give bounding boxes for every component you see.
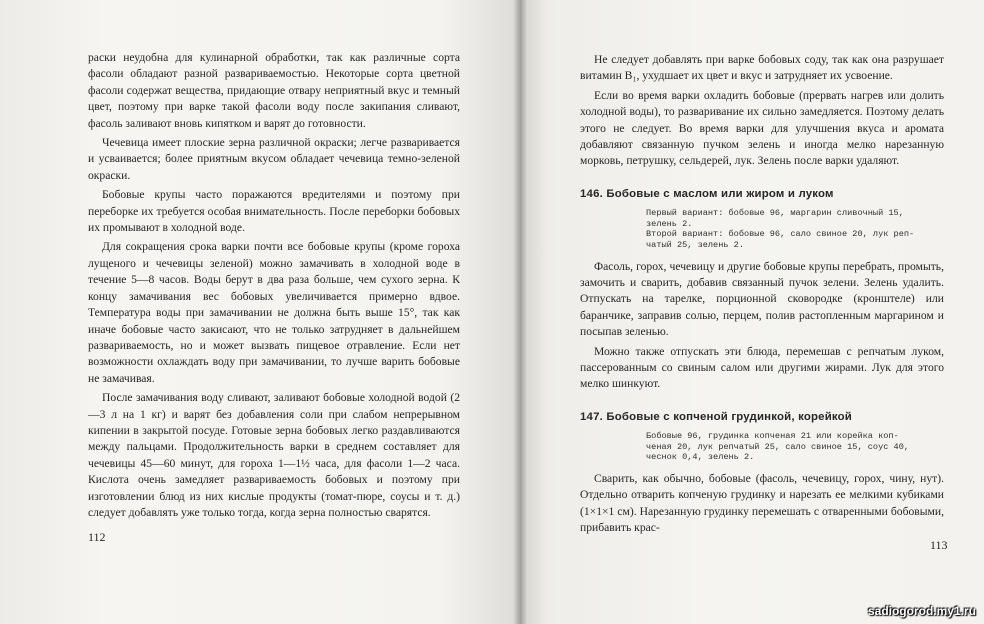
paragraph: раски неудобна для кулинарной обработки, так как различные сорта фасоли обладают разной развариваемостью. Некоторые сорта цветной фасоли содержат вещества, придающие отвару неприятный вкус и темный цвет, поэтому при варке такой фасоли воду после закипания сливают, фасоль заливают вновь кипятком и варят до готовности.	[88, 51, 460, 130]
book-gutter	[513, 0, 527, 624]
recipe-ingredients-147	[646, 431, 944, 463]
paragraph: Чечевица имеет плоские зерна различной окраски; легче разваривается и усваивается; более приятным вкусом обладает чечевица темно-зеленой окраски.	[88, 136, 460, 182]
ingredient-line: зелень 2.	[646, 218, 693, 229]
paragraph: Бобовые крупы часто поражаются вредителями и поэтому при переборке их требуется особая внимательность. После переборки бобовых их промывают в холодной воде.	[88, 188, 460, 235]
ingredient-line: Бобовые 96, грудинка копченая 21 или корейка коп-	[646, 431, 899, 442]
right-page-text	[580, 52, 944, 540]
page-number-left: 112	[88, 530, 106, 544]
ingredient-line: чатый 25, зелень 2.	[646, 240, 744, 251]
paragraph: Если во время варки охладить бобовые (прервать нагрев или долить холодной воды), то разваривание их сильно замедляется. Поэтому делать этого не следует. Во время варки для улучшения вкуса и аромата добавляют связанную пучком зелень и иногда мелко нарезанную морковь, петрушку, сельдерей, лук. Зелень после варки удаляют.	[580, 88, 944, 168]
recipe-heading-146: 146. Бобовые с маслом или жиром и луком	[580, 187, 834, 200]
paragraph: Не следует добавлять при варке бобовых соду, так как она разрушает витамин B₁, ухудшает их цвет и вкус и затрудняет их усвоение.	[580, 53, 944, 83]
page-number-right: 113	[930, 538, 948, 552]
ingredient-line: Первый вариант: бобовые 96, маргарин сливочный 15,	[646, 208, 904, 219]
recipe-ingredients-146	[646, 208, 944, 250]
paragraph: Можно также отпускать эти блюда, перемешав с репчатым луком, пассерованным со свиным салом или другими жирами. Лук для этого мелко шинкуют.	[580, 344, 944, 391]
site-watermark: sadiogorod.my1.ru	[867, 604, 976, 618]
recipe-heading-147: 147. Бобовые с копченой грудинкой, корейкой	[580, 410, 853, 423]
ingredient-line: ченая 20, лук репчатый 25, сало свиное 15, соус 40,	[646, 441, 910, 452]
left-page-text	[88, 50, 460, 524]
paragraph: Для сокращения срока варки почти все бобовые крупы (кроме гороха лущеного и чечевицы зеленой) можно замачивать в холодной воде в течение 5—8 часов. Воды берут в два раза больше, чем сухого зерна. К концу замачивания вес бобовых увеличивается примерно вдвое. Температура воды при замачивании не должна быть выше 15°, так как иначе бобовые часто закисают, что не только затрудняет в дальнейшем развариваемость, но и может вызвать пищевое отравление. Если нет возможности охлаждать воду при замачивании, то лучше варить бобовые не замачивая.	[88, 240, 460, 385]
ingredient-line: Второй вариант: бобовые 96, сало свиное 20, лук реп-	[646, 229, 915, 240]
paragraph: Сварить, как обычно, бобовые (фасоль, чечевицу, горох, чину, нут). Отдельно отварить копченую грудинку и нарезать ее мелкими кубиками (1×1×1 см). Нарезанную грудинку перемешать с отваренными бобовыми, прибавить крас-	[580, 472, 944, 535]
paragraph: После замачивания воду сливают, заливают бобовые холодной водой (2—3 л на 1 кг) и варят без добавления соли при слабом непрерывном кипении в закрытой посуде. Готовые зерна бобовых легко раздавливаются между пальцами. Продолжительность варки в среднем составляет для чечевицы 45—60 минут, для гороха 1—1½ часа, для фасоли 1—2 часа. Кислота очень замедляет развариваемость бобовых и поэтому при изготовлении блюд из них кислые продукты (томат-пюре, соусы и т. д.) следует добавлять уже только тогда, когда зерна полностью сварятся.	[88, 391, 460, 519]
ingredient-line: чеснок 0,4, зелень 2.	[646, 452, 755, 463]
paragraph: Фасоль, горох, чечевицу и другие бобовые крупы перебрать, промыть, замочить и сварить, добавив связанный пучок зелени. Зелень удалить. Отпускать на тарелке, порционной сковородке (кронштеле) или баранчике, заправив солью, перцем, полив растопленным маргарином и посыпав зеленью.	[580, 259, 944, 339]
